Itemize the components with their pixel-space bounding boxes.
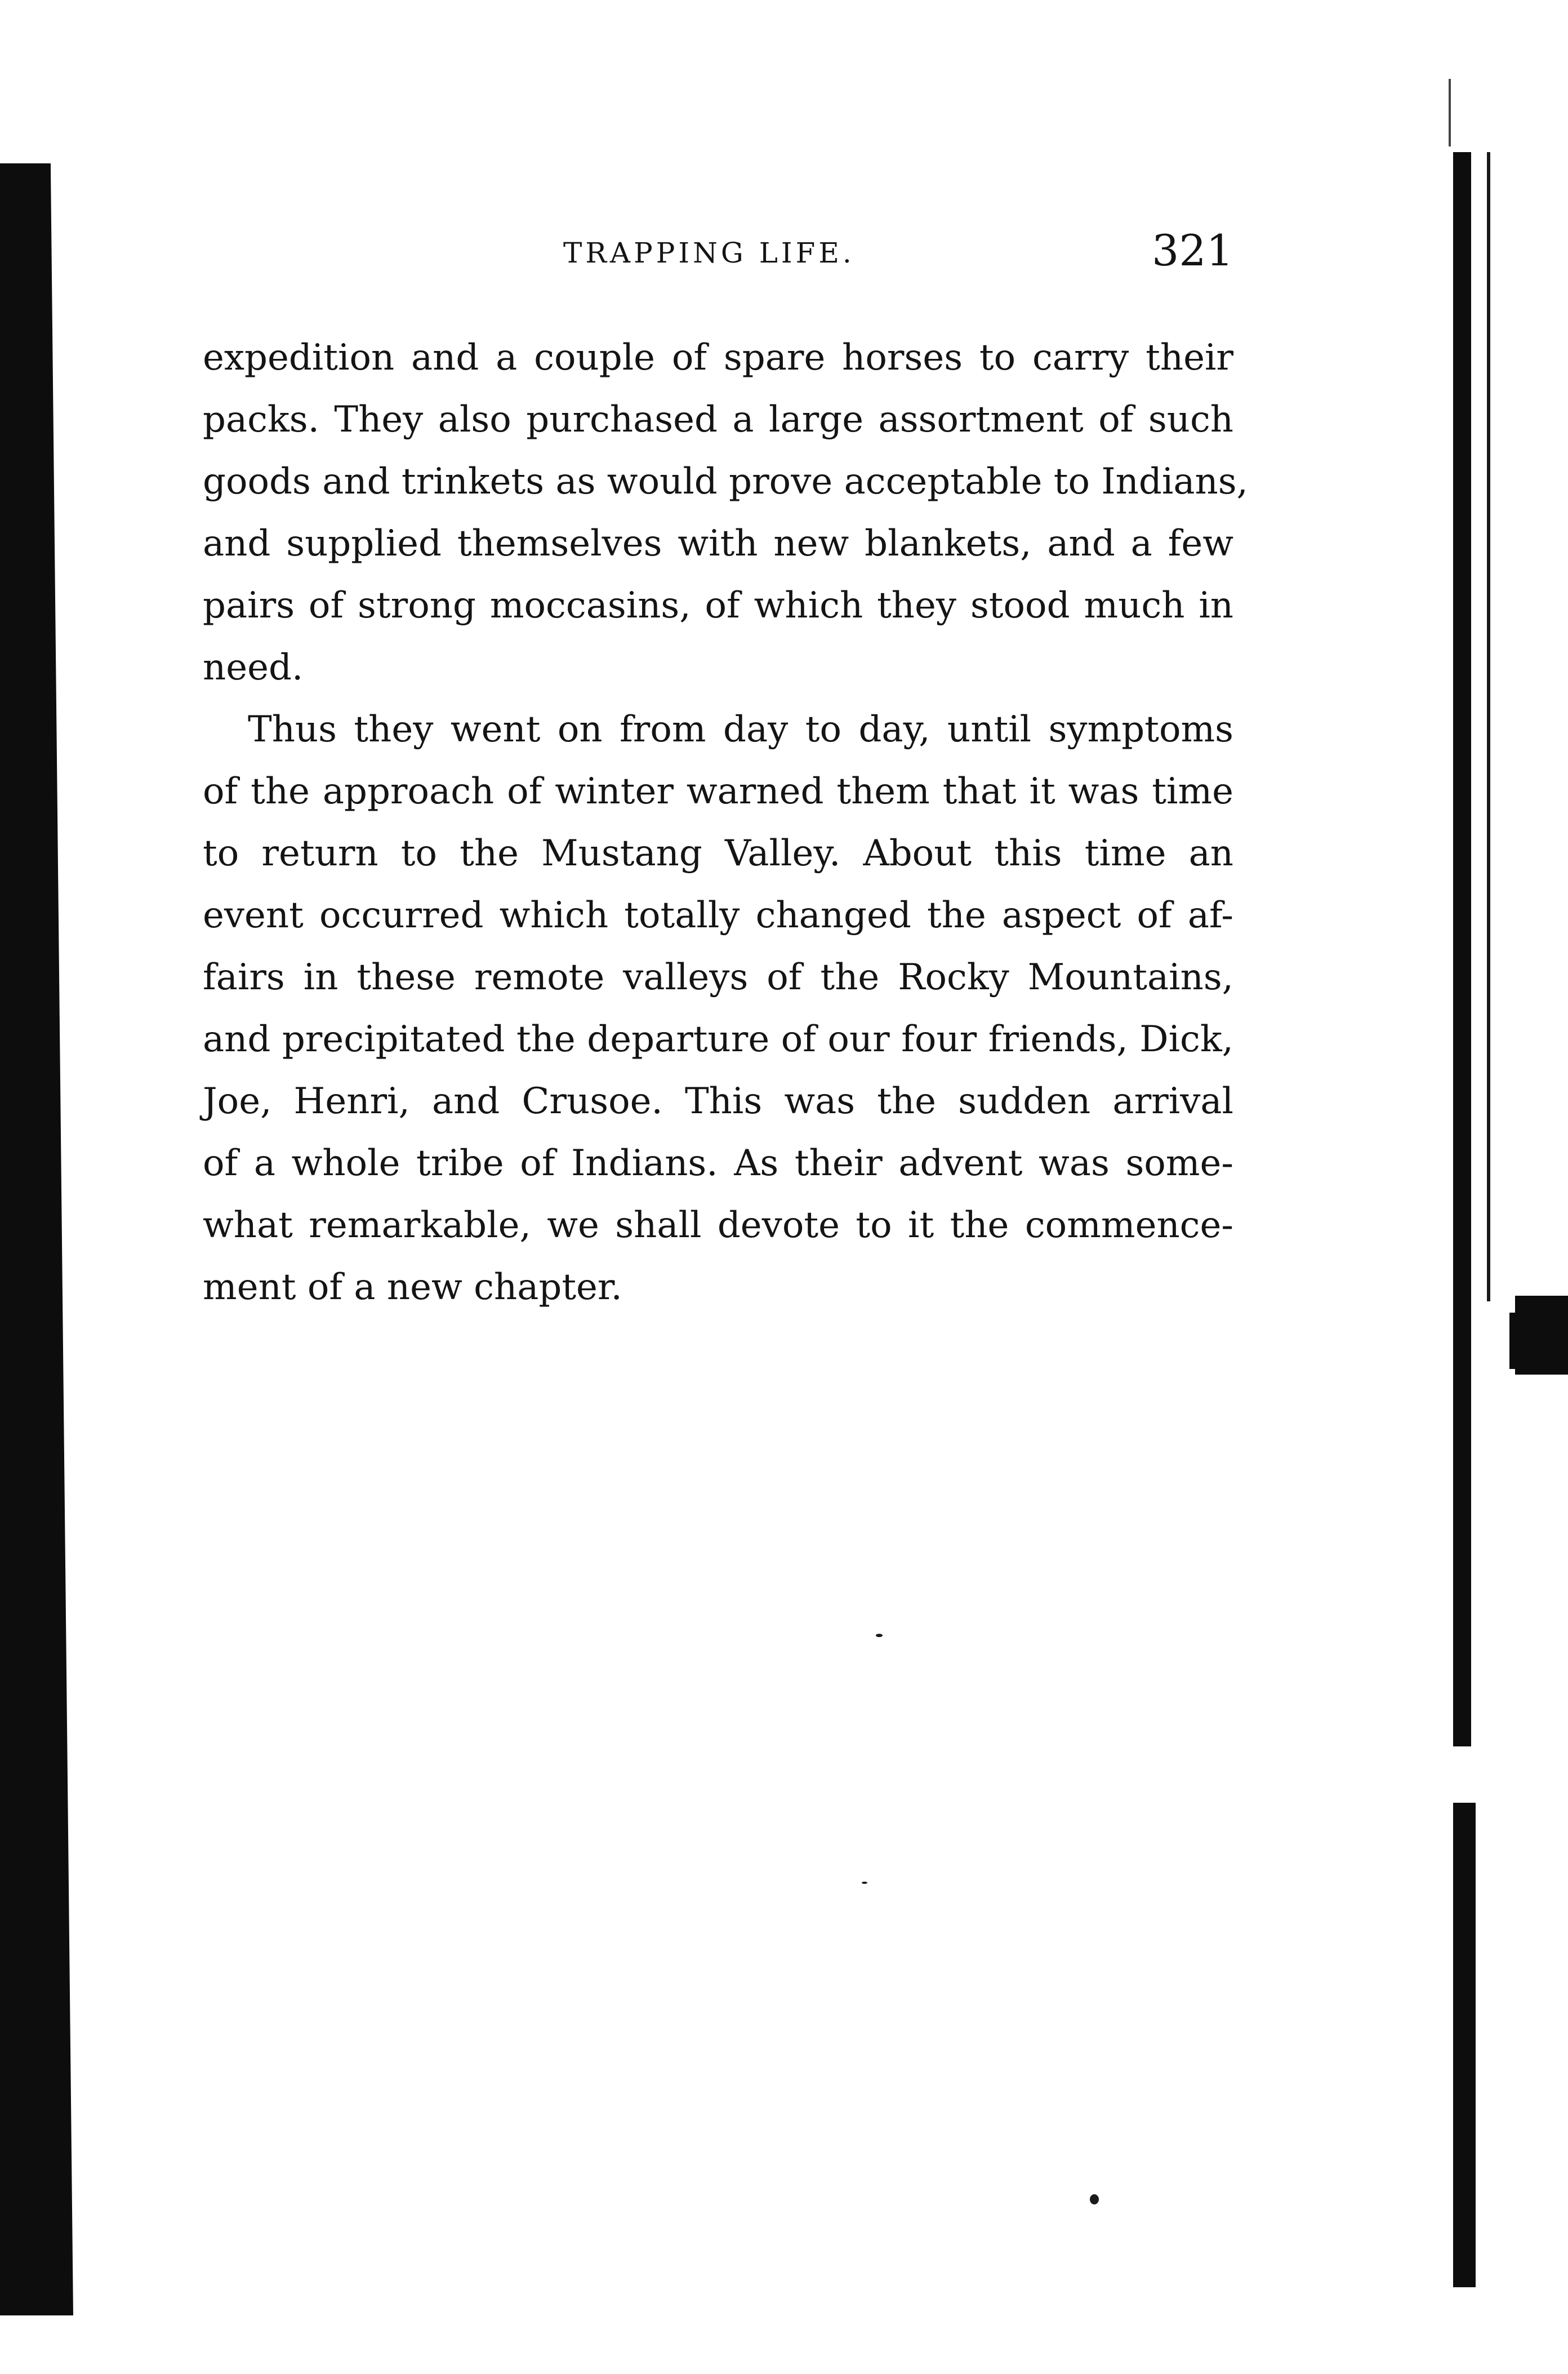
text-line: Thus they went on from day to day, until symptoms — [248, 709, 1233, 750]
ink-speck — [876, 1634, 883, 1637]
paragraph — [203, 327, 1248, 699]
page-number: 321 — [1151, 225, 1233, 275]
text-line: what remarkable, we shall devote to it the commence- — [203, 1204, 1233, 1246]
text-line: need. — [203, 647, 304, 688]
text-line: to return to the Mustang Valley. About this time an — [203, 833, 1233, 874]
text-line: fairs in these remote valleys of the Rocky Mountains, — [203, 957, 1233, 998]
text-line: packs. They also purchased a large assortment of such — [203, 399, 1233, 441]
paragraph — [203, 699, 1233, 1318]
body-text — [203, 327, 1248, 1318]
text-line: of a whole tribe of Indians. As their advent was some- — [203, 1142, 1233, 1184]
text-line: Joe, Henri, and Crusoe. This was the sudden arrival — [203, 1081, 1233, 1122]
text-line: and supplied themselves with new blankets, and a few — [203, 523, 1233, 564]
running-head: TRAPPING LIFE. — [563, 237, 855, 269]
text-line: pairs of strong moccasins, of which they stood much in — [203, 585, 1233, 626]
text-line: of the approach of winter warned them that it was time — [203, 771, 1233, 812]
ink-speck — [1090, 2194, 1099, 2204]
page-header — [203, 225, 1233, 276]
right-edge-bar-lower — [1453, 1803, 1476, 2287]
left-binding-shadow — [0, 163, 73, 2315]
text-line: and precipitated the departure of our four friends, Dick, — [203, 1019, 1233, 1060]
ink-speck — [862, 1882, 867, 1884]
right-edge-bar-fragment — [1509, 1313, 1526, 1369]
text-line: expedition and a couple of spare horses to carry their — [203, 337, 1233, 379]
text-line: event occurred which totally changed the aspect of af- — [203, 895, 1233, 936]
text-line: ment of a new chapter. — [203, 1266, 622, 1308]
right-top-thin-line — [1449, 79, 1451, 146]
right-edge-bar — [1453, 152, 1471, 1746]
right-edge-thin-line — [1487, 152, 1490, 1301]
text-line: goods and trinkets as would prove acceptable to Indians, — [203, 461, 1248, 503]
